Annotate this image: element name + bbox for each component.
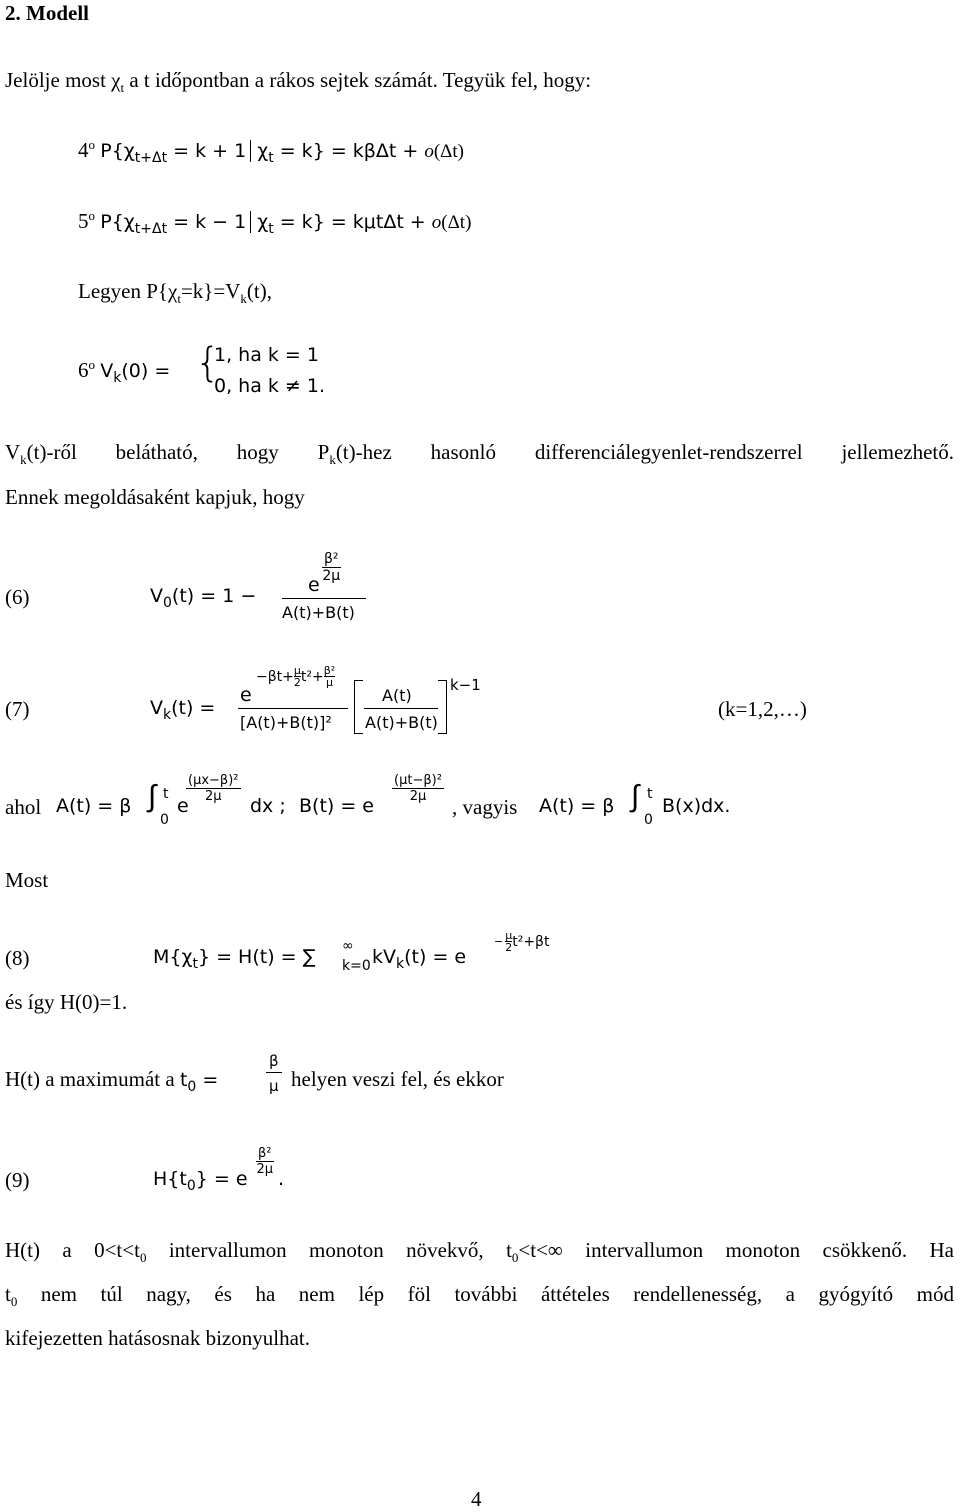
max-eq: = bbox=[196, 1069, 219, 1091]
eq9-lhs bbox=[153, 1168, 248, 1194]
defs-b: B(t) = e bbox=[299, 795, 374, 817]
a4-o: o bbox=[424, 141, 434, 162]
eq7-v: V bbox=[150, 697, 163, 719]
a4-tail: (Δt) bbox=[433, 141, 465, 162]
integral-sign-2: ∫ bbox=[631, 779, 640, 814]
p1-c: (t)-hez hasonló differenciálegyenlet-rendszerrel jellemezhető. bbox=[335, 440, 954, 464]
eq6-exponent bbox=[322, 551, 341, 584]
intro-sub: t bbox=[120, 80, 125, 96]
eq8-exp-frac-num: μ bbox=[505, 929, 513, 942]
eq9-dot: . bbox=[278, 1168, 285, 1190]
eq8-m: M{χ bbox=[153, 946, 193, 968]
page-number: 4 bbox=[471, 1487, 482, 1511]
intro-text-b: a t időpontban a rákos sejtek számát. Tegyük fel, hogy: bbox=[124, 68, 592, 92]
assumption-5-number: 5 bbox=[78, 209, 89, 233]
eq7-exp-frac-num: μ bbox=[293, 664, 301, 677]
eq8-lhs2: } = H(t) = ∑ bbox=[197, 946, 316, 968]
eq6-numerator-e: e bbox=[308, 574, 320, 596]
eq6-denominator: A(t)+B(t) bbox=[282, 603, 355, 622]
defs-a2: A(t) = β bbox=[539, 795, 615, 817]
eq7-exp-a: −βt+ bbox=[256, 668, 294, 685]
paragraph-1-line-2: Ennek megoldásaként kapjuk, hogy bbox=[5, 485, 305, 509]
p2-l1-b: intervallumon monoton növekvő, t bbox=[146, 1238, 512, 1262]
intro-paragraph bbox=[5, 68, 592, 96]
assumption-6 bbox=[78, 357, 171, 387]
legyen-sub: t bbox=[177, 291, 181, 307]
a5-rhs: = k} = kμtΔt + bbox=[273, 211, 432, 233]
eq7-lhs2: (t) = bbox=[171, 697, 216, 719]
defs-ahol: ahol bbox=[5, 795, 42, 819]
eq9-exp-den: 2μ bbox=[256, 1162, 274, 1177]
eq8-rhs: (t) = e bbox=[404, 946, 467, 968]
a5-lhs: P{χ bbox=[100, 211, 135, 233]
exp1 bbox=[186, 773, 241, 804]
eq8-sub: t bbox=[192, 955, 198, 972]
eq7-range: (k=1,2,…) bbox=[718, 697, 807, 721]
int1-lower: 0 bbox=[160, 812, 169, 828]
p1-a: V bbox=[5, 440, 21, 464]
eq6-exp-num: β² bbox=[324, 551, 339, 567]
legyen-b: =k}=V bbox=[180, 279, 241, 303]
int1-upper: t bbox=[163, 786, 169, 802]
paragraph-2-line-3: kifejezetten hatásosnak bizonyulhat. bbox=[5, 1326, 310, 1350]
a6-case-1: 1, ha k = 1 bbox=[214, 344, 319, 366]
a5-o: o bbox=[431, 212, 442, 233]
eq8-sum-upper: ∞ bbox=[342, 938, 354, 954]
eq6-lhs bbox=[150, 585, 257, 611]
eq6-sub: 0 bbox=[163, 594, 172, 611]
paragraph-2-line-2 bbox=[5, 1282, 954, 1310]
eq6-exp-den: 2μ bbox=[322, 568, 341, 584]
p1-b: (t)-ről belátható, hogy P bbox=[26, 440, 330, 464]
eq8-kv bbox=[372, 946, 467, 972]
eq6-lhs2: (t) = 1 − bbox=[171, 585, 257, 607]
eq8-kv-text: kV bbox=[372, 946, 397, 968]
a4-rhs: = k} = kβΔt + bbox=[273, 140, 425, 162]
paragraph-1-line-1 bbox=[5, 440, 954, 468]
a6-lhs2: (0) = bbox=[121, 360, 171, 382]
eq9-lhs2: } = e bbox=[195, 1168, 248, 1190]
eq8-exponent: − $\frac{\mu}{2}$ t²+βt bbox=[494, 929, 550, 954]
a5-sub: t+Δt bbox=[134, 220, 168, 237]
a6-sub: k bbox=[113, 370, 122, 387]
max-text-b: helyen veszi fel, és ekkor bbox=[291, 1067, 504, 1091]
eq7-fraction-bar bbox=[238, 708, 348, 709]
eq8-kv-sub: k bbox=[396, 955, 405, 972]
a5-mid: = k − 1 bbox=[167, 211, 247, 233]
assumption-5-formula bbox=[100, 211, 472, 237]
max-text-a: H(t) a maximumát a bbox=[5, 1067, 180, 1091]
eq8-lhs bbox=[153, 946, 316, 972]
eq7-label: (7) bbox=[5, 697, 30, 721]
eq7-left-bracket bbox=[354, 680, 363, 734]
p2-l1-a: H(t) a 0<t<t bbox=[5, 1238, 140, 1262]
eq7-exp-frac2-num: β² bbox=[323, 664, 336, 677]
eq7-bracket-denominator: A(t)+B(t) bbox=[365, 713, 438, 732]
exp1-num: (μx−β)² bbox=[188, 773, 239, 788]
a6-lhs: V bbox=[100, 360, 114, 382]
a4-sub2: t bbox=[268, 149, 274, 166]
eq6-v: V bbox=[150, 585, 163, 607]
eq7-sub: k bbox=[163, 706, 172, 723]
assumption-6-number: 6 bbox=[78, 358, 89, 382]
p2-l2-b: nem túl nagy, és ha nem lép föl további áttételes rendellenesség, a gyógyító mód bbox=[17, 1282, 954, 1306]
p2-l1-sub2: 0 bbox=[511, 1250, 519, 1266]
eq6-label: (6) bbox=[5, 585, 30, 609]
defs-dx: dx ; bbox=[250, 795, 286, 817]
p1-sub: k bbox=[20, 452, 27, 468]
legyen-sub2: k bbox=[240, 291, 247, 307]
exp2 bbox=[392, 773, 444, 804]
a4-chi: χ bbox=[251, 140, 269, 162]
eq7-bracket-numerator: A(t) bbox=[382, 686, 412, 705]
p2-l1-c: <t<∞ intervallumon monoton csökkenő. Ha bbox=[518, 1238, 954, 1262]
paragraph-2-line-1 bbox=[5, 1238, 954, 1266]
eq9-label: (9) bbox=[5, 1168, 30, 1192]
eq9-h: H{t bbox=[153, 1168, 187, 1190]
eq7-exp-frac2-den: μ bbox=[325, 676, 333, 689]
assumption-5-sup: o bbox=[88, 208, 95, 223]
integral-sign-1: ∫ bbox=[148, 779, 157, 814]
eq7-exp-frac-den: 2 bbox=[293, 676, 301, 689]
a6-case-2: 0, ha k ≠ 1. bbox=[214, 375, 326, 397]
a4-lhs: P{χ bbox=[100, 140, 135, 162]
eq7-right-bracket bbox=[438, 680, 447, 734]
defs-e1: e bbox=[177, 795, 189, 817]
eq7-numerator-e: e bbox=[240, 684, 252, 706]
p2-l1-sub: 0 bbox=[139, 1250, 147, 1266]
assumption-6-sup: o bbox=[88, 357, 95, 372]
a5-chi: χ bbox=[251, 211, 269, 233]
a4-sub: t+Δt bbox=[134, 149, 168, 166]
exp2-den: 2μ bbox=[409, 789, 427, 804]
most-text: Most bbox=[5, 868, 49, 892]
eq8-exp-rest: t²+βt bbox=[512, 933, 550, 950]
legyen-a: Legyen P{χ bbox=[78, 279, 178, 303]
assumption-4-number: 4 bbox=[78, 138, 89, 162]
eq9-exponent bbox=[256, 1146, 274, 1177]
assumption-4-formula bbox=[100, 140, 465, 166]
defs-a: A(t) = β bbox=[56, 795, 132, 817]
assumption-4-sup: o bbox=[88, 137, 95, 152]
max-t0: t bbox=[179, 1069, 188, 1091]
assumption-4 bbox=[78, 137, 465, 166]
eq7-denominator: [A(t)+B(t)]² bbox=[240, 713, 332, 732]
eq7-exponent bbox=[256, 665, 335, 688]
exp2-num: (μt−β)² bbox=[394, 773, 442, 788]
eq9-sub: 0 bbox=[186, 1177, 196, 1194]
a4-mid: = k + 1 bbox=[167, 140, 247, 162]
p2-l2-sub: 0 bbox=[10, 1294, 18, 1310]
exp1-den: 2μ bbox=[204, 789, 222, 804]
eq7-power: k−1 bbox=[450, 676, 481, 694]
eq9-exp-num: β² bbox=[258, 1146, 272, 1161]
section-heading: 2. Modell bbox=[5, 1, 89, 25]
eq8-label: (8) bbox=[5, 946, 30, 970]
eq7-exp-b: t²+ bbox=[300, 668, 324, 685]
eq8-es-igy: és így H(0)=1. bbox=[5, 990, 128, 1014]
eq8-sum-lower: k=0 bbox=[342, 958, 371, 974]
assumption-5 bbox=[78, 208, 472, 237]
int2-lower: 0 bbox=[644, 812, 653, 828]
p2-l2-a: t bbox=[5, 1282, 11, 1306]
eq7-lhs bbox=[150, 697, 216, 723]
a5-tail: (Δt) bbox=[441, 212, 472, 233]
p1-sub2: k bbox=[329, 452, 336, 468]
int2-upper: t bbox=[647, 786, 653, 802]
max-line bbox=[5, 1067, 219, 1096]
legyen-c: (t), bbox=[246, 279, 272, 303]
max-frac-num: β bbox=[266, 1052, 282, 1073]
left-brace: { bbox=[195, 340, 221, 386]
a5-sub2: t bbox=[268, 220, 274, 237]
defs-bx: B(x)dx. bbox=[662, 795, 731, 817]
max-fraction bbox=[266, 1052, 282, 1095]
max-t0-sub: 0 bbox=[187, 1079, 197, 1096]
intro-text-a: Jelölje most χ bbox=[5, 68, 121, 92]
eq8-exp-frac-den: 2 bbox=[505, 941, 513, 954]
max-frac-den: μ bbox=[269, 1077, 279, 1095]
eq6-fraction-bar bbox=[282, 598, 366, 599]
legyen-line bbox=[78, 279, 272, 307]
defs-vagyis: , vagyis bbox=[452, 795, 518, 819]
eq7-bracket-fraction-bar bbox=[364, 708, 438, 709]
